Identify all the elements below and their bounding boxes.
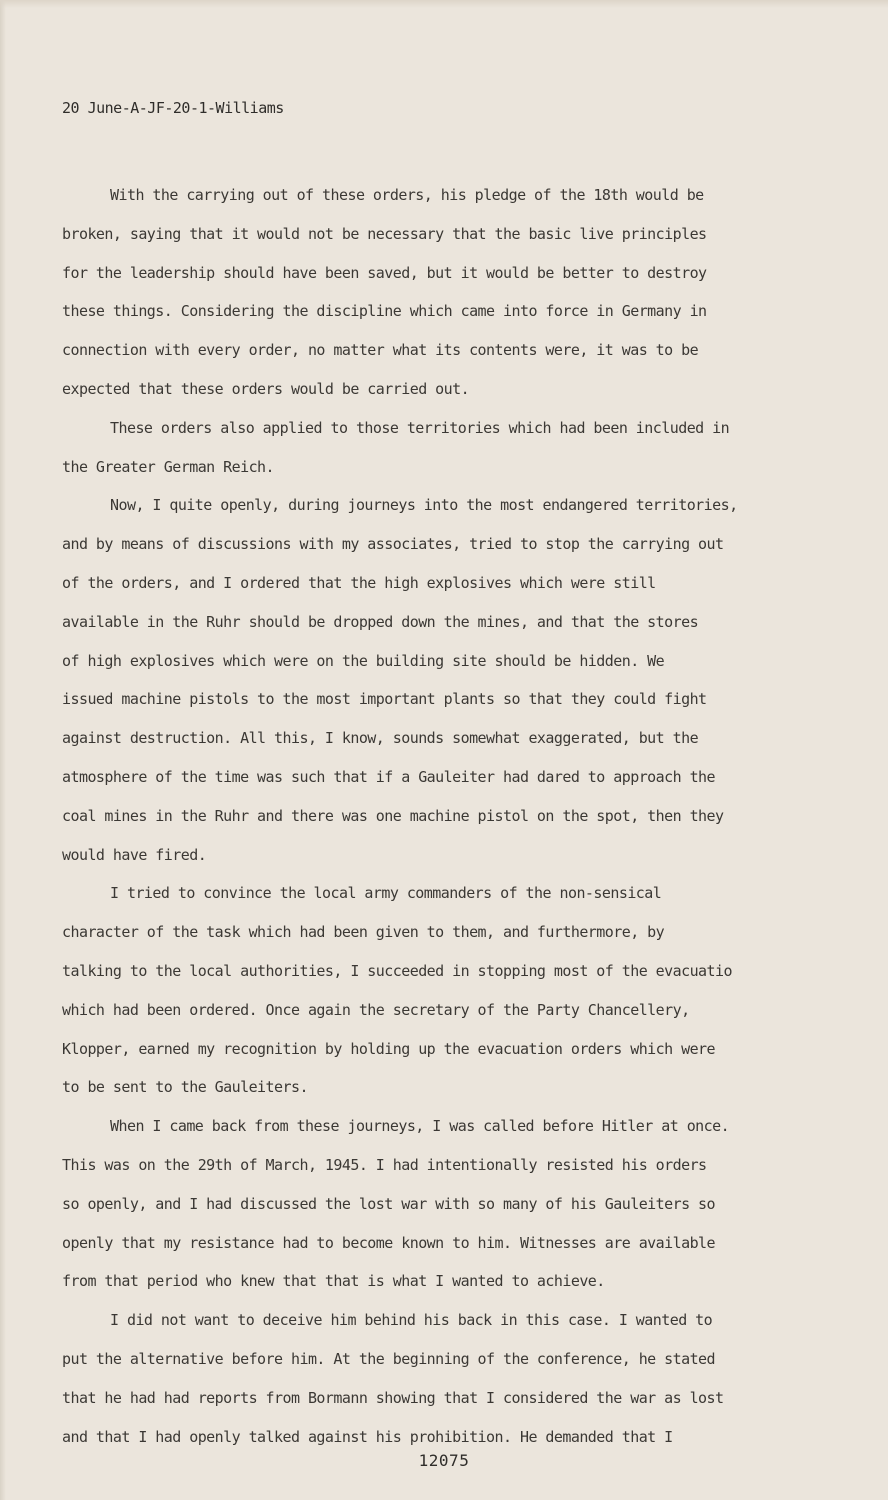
text-line: Now, I quite openly, during journeys into the most endangered territories,: [110, 496, 738, 515]
text-line: When I came back from these journeys, I was called before Hitler at once.: [110, 1117, 730, 1136]
text-line: and that I had openly talked against his prohibition. He demanded that I: [62, 1427, 673, 1446]
text-line: of the orders, and I ordered that the high explosives which were still: [62, 573, 656, 592]
paper-edge-shadow: [0, 0, 6, 1500]
text-line: coal mines in the Ruhr and there was one machine pistol on the spot, then they: [62, 806, 724, 825]
text-line: This was on the 29th of March, 1945. I had intentionally resisted his orders: [62, 1155, 707, 1174]
text-line: Klopper, earned my recognition by holding up the evacuation orders which were: [62, 1039, 716, 1058]
text-line: broken, saying that it would not be necessary that the basic live principles: [62, 224, 707, 243]
text-line: I did not want to deceive him behind his back in this case. I wanted to: [110, 1311, 713, 1330]
text-line: talking to the local authorities, I succeeded in stopping most of the evacuatio: [62, 961, 732, 980]
paper-top-shadow: [0, 0, 888, 8]
text-line: so openly, and I had discussed the lost war with so many of his Gauleiters so: [62, 1194, 716, 1213]
text-line: which had been ordered. Once again the secretary of the Party Chancellery,: [62, 1000, 690, 1019]
text-line: for the leadership should have been saved, but it would be better to destroy: [62, 263, 707, 282]
text-line: that he had had reports from Bormann showing that I considered the war as lost: [62, 1388, 724, 1407]
text-line: These orders also applied to those territories which had been included in: [110, 418, 730, 437]
document-body: [62, 176, 824, 1456]
text-line: atmosphere of the time was such that if a Gauleiter had dared to approach the: [62, 767, 716, 786]
text-line: from that period who knew that that is what I wanted to achieve.: [62, 1272, 605, 1291]
text-line: these things. Considering the discipline which came into force in Germany in: [62, 302, 707, 321]
text-line: character of the task which had been given to them, and furthermore, by: [62, 923, 665, 942]
text-line: With the carrying out of these orders, his pledge of the 18th would be: [110, 186, 704, 204]
page-number: 12075: [418, 1451, 470, 1470]
text-line: issued machine pistols to the most important plants so that they could fight: [62, 690, 707, 709]
text-line: I tried to convince the local army commanders of the non-sensical: [110, 884, 662, 903]
text-line: put the alternative before him. At the beginning of the conference, he stated: [62, 1349, 716, 1368]
text-line: the Greater German Reich.: [62, 457, 275, 476]
text-line: to be sent to the Gauleiters.: [62, 1078, 308, 1097]
text-line: would have fired.: [62, 845, 207, 864]
text-line: available in the Ruhr should be dropped down the mines, and that the stores: [62, 612, 699, 631]
document-header: 20 June-A-JF-20-1-Williams: [62, 99, 284, 117]
text-line: against destruction. All this, I know, sounds somewhat exaggerated, but the: [62, 729, 699, 748]
text-line: of high explosives which were on the building site should be hidden. We: [62, 651, 665, 670]
text-line: openly that my resistance had to become known to him. Witnesses are available: [62, 1233, 716, 1252]
text-line: expected that these orders would be carried out.: [62, 379, 470, 398]
text-line: connection with every order, no matter what its contents were, it was to be: [62, 341, 699, 360]
text-line: and by means of discussions with my associates, tried to stop the carrying out: [62, 535, 724, 554]
